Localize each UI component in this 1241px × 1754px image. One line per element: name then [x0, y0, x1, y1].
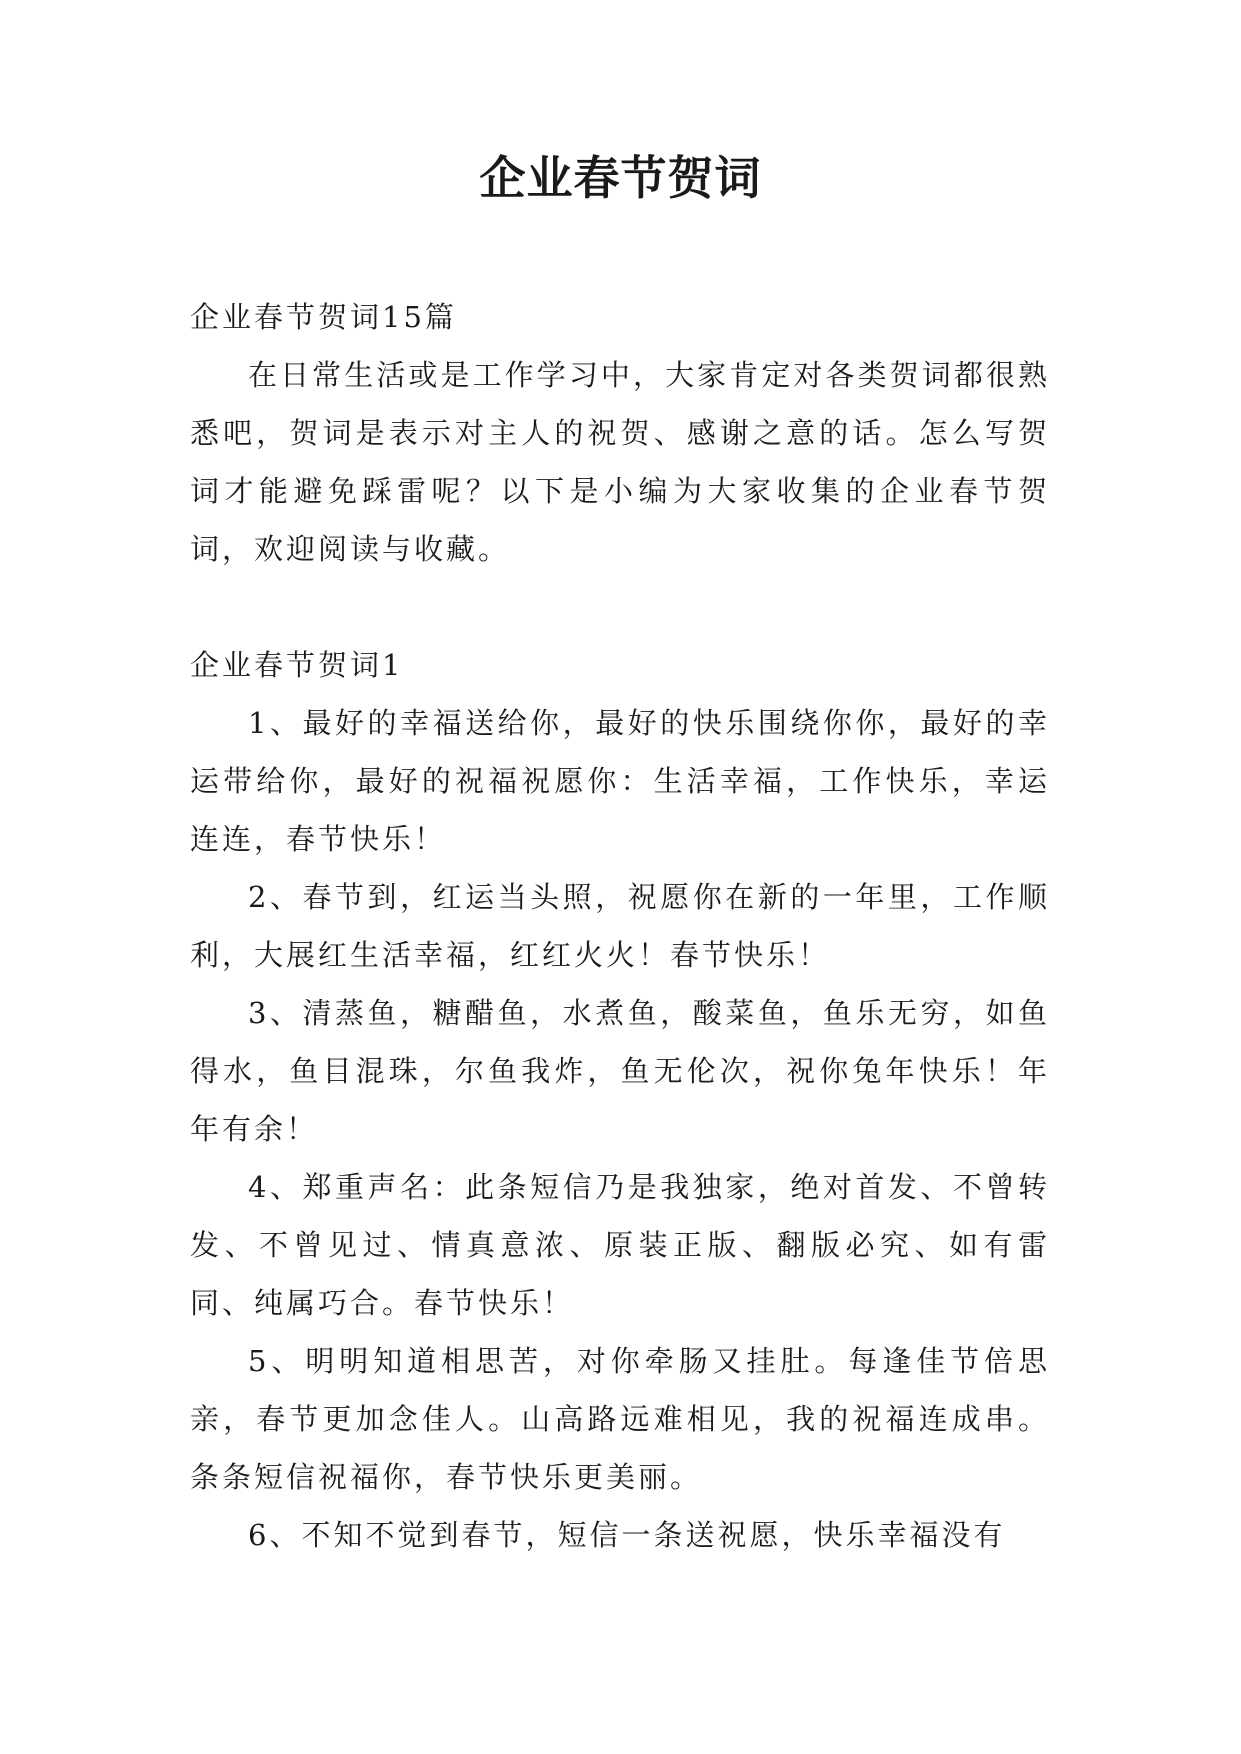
document-title: 企业春节贺词 [479, 151, 762, 205]
greeting-paragraph-5: 5、明明知道相思苦，对你牵肠又挂肚。每逢佳节倍思亲，春节更加念佳人。山高路远难相见，我的祝福连成串。条条短信祝福你，春节快乐更美丽。 [190, 1344, 1050, 1494]
greeting-paragraph-2: 2、春节到，红运当头照，祝愿你在新的一年里，工作顺利，大展红生活幸福，红红火火！春节快乐！ [190, 880, 1050, 972]
section-heading: 企业春节贺词1 [190, 648, 404, 682]
greeting-paragraph-6: 6、不知不觉到春节，短信一条送祝愿，快乐幸福没有 [248, 1518, 1006, 1552]
document-body [190, 288, 1050, 1564]
section-spacer [190, 578, 1050, 636]
greeting-paragraph-1: 1、最好的幸福送给你，最好的快乐围绕你你，最好的幸运带给你，最好的祝福祝愿你：生活幸福，工作快乐，幸运连连，春节快乐！ [190, 706, 1050, 856]
intro-paragraph: 在日常生活或是工作学习中，大家肯定对各类贺词都很熟悉吧，贺词是表示对主人的祝贺、感谢之意的话。怎么写贺词才能避免踩雷呢？以下是小编为大家收集的企业春节贺词，欢迎阅读与收藏。 [190, 358, 1050, 566]
greeting-paragraph-3: 3、清蒸鱼，糖醋鱼，水煮鱼，酸菜鱼，鱼乐无穷，如鱼得水，鱼目混珠，尔鱼我炸，鱼无伦次，祝你兔年快乐！年年有余！ [190, 996, 1050, 1146]
greeting-paragraph-4: 4、郑重声名：此条短信乃是我独家，绝对首发、不曾转发、不曾见过、情真意浓、原装正版、翻版必究、如有雷同、纯属巧合。春节快乐！ [190, 1170, 1050, 1320]
document-subtitle: 企业春节贺词15篇 [190, 300, 457, 334]
